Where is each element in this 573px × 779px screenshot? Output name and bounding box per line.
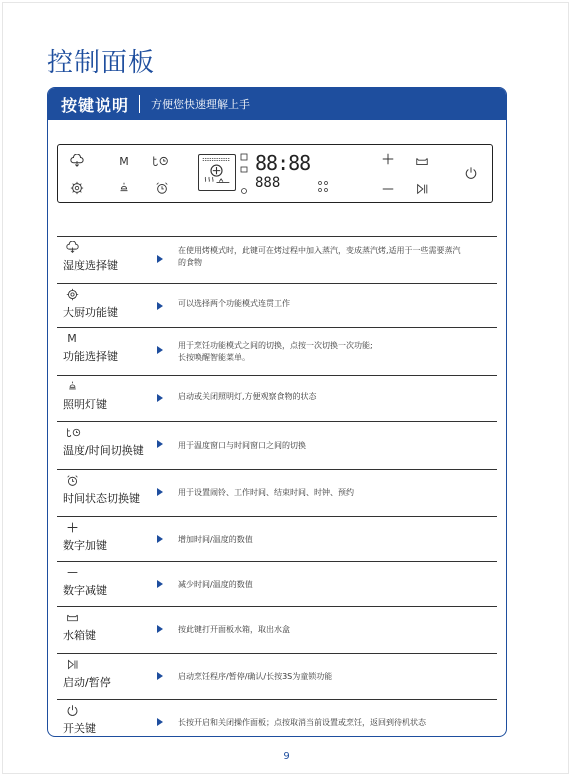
key-description: 减少时间/温度的数值: [178, 580, 253, 589]
key-name: 温度/时间切换键: [63, 444, 144, 457]
key-row-plus: [57, 516, 497, 561]
power-icon: [64, 703, 80, 717]
key-description: 在使用烤模式时，此键可在烤过程中加入蒸汽，变成蒸汽烤,适用于一些需要蒸汽 的食物: [178, 246, 461, 267]
key-description-panel: [47, 87, 507, 737]
panel-header-subtitle: 方便您快速理解上手: [151, 98, 251, 111]
arrow-icon: [157, 440, 163, 448]
arrow-icon: [157, 346, 163, 354]
key-name: 水箱键: [63, 629, 96, 642]
arrow-icon: [157, 580, 163, 588]
key-name: 功能选择键: [63, 350, 118, 363]
key-description: 按此键打开面板水箱，取出水盒: [178, 625, 290, 634]
humidity-icon: [64, 240, 80, 254]
key-row-power: [57, 699, 497, 737]
oven-display-icon: [198, 154, 236, 191]
arrow-icon: [157, 488, 163, 496]
arrow-icon: [157, 394, 163, 402]
key-description: 可以选择两个功能模式连贯工作: [178, 299, 290, 308]
key-name: 数字减键: [63, 584, 107, 597]
key-row-temp-time: [57, 421, 497, 469]
arrow-icon: [157, 255, 163, 263]
temp-display: 888: [255, 175, 281, 191]
key-row-chef: [57, 283, 497, 327]
key-row-time-state: [57, 469, 497, 516]
key-name: 时间状态切换键: [63, 492, 140, 505]
key-name: 开关键: [63, 722, 96, 735]
control-panel-illustration: [57, 144, 493, 203]
page-title: 控制面板: [47, 48, 156, 78]
chef-icon: [69, 180, 85, 196]
temp-time-icon: [64, 425, 84, 439]
key-row-function: [57, 327, 497, 375]
key-description: 用于烹饪功能模式之间的切换，点按一次切换一次功能; 长按唤醒智能菜单。: [178, 341, 373, 362]
key-name: 数字加键: [63, 539, 107, 552]
key-row-light: [57, 375, 497, 421]
plus-icon: [380, 151, 396, 167]
arrow-icon: [157, 302, 163, 310]
start-pause-icon: [414, 181, 430, 197]
key-name: 湿度选择键: [63, 259, 118, 272]
status-indicators: [316, 155, 334, 195]
key-description: 启动烹饪程序/暂停/确认/长按3S为童锁功能: [178, 672, 333, 681]
key-description: 启动或关闭照明灯,方便观察食物的状态: [178, 392, 317, 401]
key-list: [57, 236, 497, 737]
plus-icon: [64, 520, 80, 534]
key-description: 增加时间/温度的数值: [178, 535, 253, 544]
m-icon: M: [119, 154, 129, 168]
light-icon: [64, 379, 80, 393]
key-row-humidity: [57, 236, 497, 283]
arrow-icon: [157, 625, 163, 633]
alarm-icon: [154, 180, 170, 196]
alarm-icon: [64, 473, 80, 487]
key-row-start-pause: [57, 653, 497, 699]
time-display: 88:88: [255, 151, 311, 175]
arrow-icon: [157, 718, 163, 726]
m-icon: M: [67, 331, 77, 345]
arrow-icon: [157, 672, 163, 680]
chef-icon: [64, 287, 80, 301]
water-tank-icon: [414, 153, 430, 169]
key-description: 用于温度窗口与时间窗口之间的切换: [178, 441, 306, 450]
panel-header-title: 按键说明: [61, 95, 130, 115]
minus-icon: [380, 181, 396, 197]
panel-header: [48, 88, 506, 120]
display-indicators: [240, 153, 254, 195]
key-name: 启动/暂停: [63, 676, 111, 689]
key-description: 用于设置闹铃、工作时间、结束时间、时钟、预约: [178, 488, 354, 497]
key-description: 长按开启和关闭操作面板；点按取消当前设置或烹饪，返回到待机状态: [178, 718, 426, 727]
humidity-icon: [69, 153, 85, 169]
header-divider: [139, 95, 140, 113]
page-number: 9: [283, 751, 290, 762]
power-icon: [463, 165, 479, 181]
arrow-icon: [157, 535, 163, 543]
water-tank-icon: [64, 610, 80, 624]
key-name: 大厨功能键: [63, 306, 118, 319]
key-row-water-tank: [57, 606, 497, 653]
key-row-minus: [57, 561, 497, 606]
light-icon: [116, 180, 132, 196]
start-pause-icon: [64, 657, 80, 671]
minus-icon: [64, 565, 80, 579]
temp-time-icon: [150, 153, 172, 169]
key-name: 照明灯键: [63, 398, 107, 411]
